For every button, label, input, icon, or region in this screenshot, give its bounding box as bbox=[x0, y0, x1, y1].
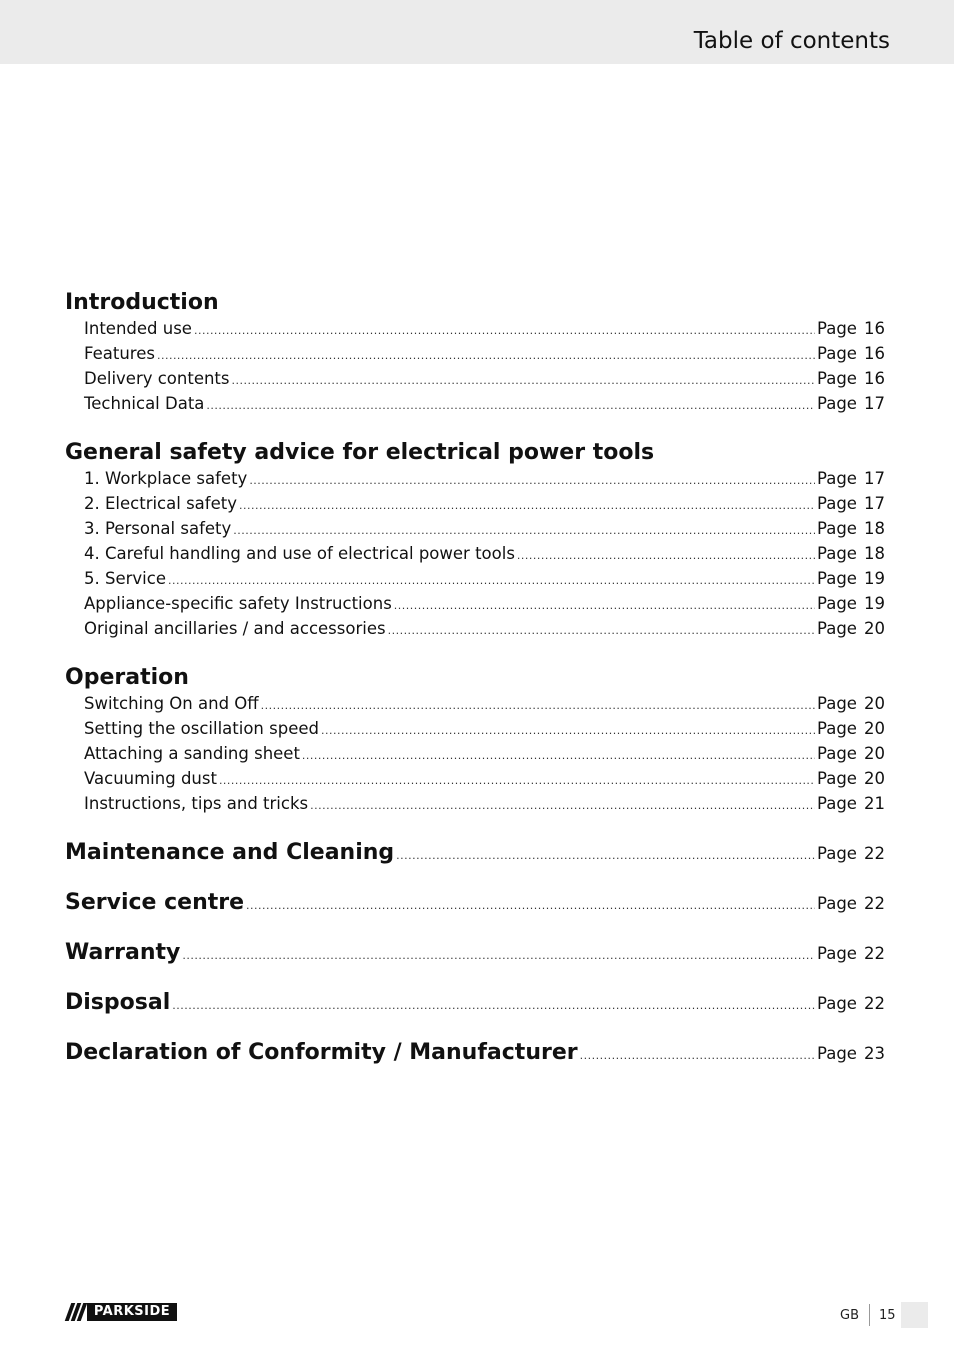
toc-entry[interactable] bbox=[65, 366, 889, 391]
entry-page: Page 17 bbox=[817, 494, 885, 513]
toc-main-entry[interactable] bbox=[65, 836, 889, 886]
dot-leader bbox=[580, 1039, 815, 1073]
toc-section bbox=[65, 661, 889, 816]
entry-page: Page 20 bbox=[817, 694, 885, 713]
entry-title: Service centre bbox=[65, 890, 245, 915]
entry-title: Original ancillaries / and accessories bbox=[84, 619, 386, 638]
toc-entry[interactable] bbox=[65, 516, 889, 541]
toc-section bbox=[65, 436, 889, 641]
entry-title: Warranty bbox=[65, 940, 181, 965]
toc-entry[interactable] bbox=[65, 341, 889, 366]
dot-leader bbox=[194, 318, 815, 343]
toc-entry[interactable] bbox=[65, 566, 889, 591]
toc-entry[interactable] bbox=[65, 491, 889, 516]
dot-leader bbox=[182, 939, 815, 973]
entry-title: Disposal bbox=[65, 990, 171, 1015]
entry-title: Attaching a sanding sheet bbox=[84, 744, 300, 763]
toc-entry[interactable] bbox=[65, 791, 889, 816]
dot-leader bbox=[302, 743, 815, 768]
toc-entry[interactable] bbox=[65, 466, 889, 491]
toc-entry[interactable] bbox=[65, 616, 889, 641]
entry-title: 3. Personal safety bbox=[84, 519, 232, 538]
page-number: 15 bbox=[879, 1307, 896, 1323]
toc-entry[interactable] bbox=[65, 691, 889, 716]
dot-leader bbox=[249, 468, 815, 493]
entry-title: Switching On and Off bbox=[84, 694, 259, 713]
entry-page: Page 20 bbox=[817, 619, 885, 638]
entry-page: Page 22 bbox=[817, 844, 885, 863]
entry-page: Page 20 bbox=[817, 719, 885, 738]
dot-leader bbox=[394, 593, 815, 618]
section-heading: Operation bbox=[65, 665, 189, 690]
dot-leader bbox=[157, 343, 815, 368]
entry-title: Intended use bbox=[84, 319, 192, 338]
entry-title: 2. Electrical safety bbox=[84, 494, 237, 513]
dot-leader bbox=[517, 543, 815, 568]
entry-title: Declaration of Conformity / Manufacturer bbox=[65, 1040, 578, 1065]
parkside-logo bbox=[65, 1303, 177, 1321]
footer-page-info bbox=[840, 1302, 896, 1328]
entry-title: Appliance-specific safety Instructions bbox=[84, 594, 392, 613]
entry-title: Delivery contents bbox=[84, 369, 230, 388]
spacer bbox=[65, 816, 889, 836]
header-band bbox=[0, 0, 954, 64]
dot-leader bbox=[168, 568, 815, 593]
dot-leader bbox=[239, 493, 815, 518]
dot-leader bbox=[310, 793, 815, 818]
entry-page: Page 20 bbox=[817, 744, 885, 763]
entry-title: Maintenance and Cleaning bbox=[65, 840, 395, 865]
toc-main-entry[interactable] bbox=[65, 986, 889, 1036]
logo-brand-text: PARKSIDE bbox=[87, 1303, 177, 1321]
entry-page: Page 22 bbox=[817, 994, 885, 1013]
dot-leader bbox=[388, 618, 815, 643]
entry-page: Page 17 bbox=[817, 469, 885, 488]
entry-page: Page 21 bbox=[817, 794, 885, 813]
entry-title: 5. Service bbox=[84, 569, 166, 588]
toc-entry[interactable] bbox=[65, 741, 889, 766]
dot-leader bbox=[396, 839, 815, 873]
toc-main-entry[interactable] bbox=[65, 886, 889, 936]
entry-title: Technical Data bbox=[84, 394, 205, 413]
entry-title: Instructions, tips and tricks bbox=[84, 794, 309, 813]
toc-main-entry[interactable] bbox=[65, 1036, 889, 1086]
toc-entry[interactable] bbox=[65, 591, 889, 616]
toc-entry[interactable] bbox=[65, 541, 889, 566]
entry-page: Page 16 bbox=[817, 369, 885, 388]
table-of-contents bbox=[65, 286, 889, 1086]
footer-tab bbox=[901, 1302, 928, 1328]
entry-title: Vacuuming dust bbox=[84, 769, 217, 788]
entry-page: Page 19 bbox=[817, 594, 885, 613]
dot-leader bbox=[246, 889, 815, 923]
entry-title: Features bbox=[84, 344, 155, 363]
dot-leader bbox=[172, 989, 815, 1023]
toc-entry[interactable] bbox=[65, 716, 889, 741]
entry-page: Page 22 bbox=[817, 944, 885, 963]
dot-leader bbox=[233, 518, 815, 543]
entry-page: Page 19 bbox=[817, 569, 885, 588]
toc-entry[interactable] bbox=[65, 391, 889, 416]
dot-leader bbox=[219, 768, 815, 793]
entry-title: 4. Careful handling and use of electrical power tools bbox=[84, 544, 515, 563]
toc-main-entry[interactable] bbox=[65, 936, 889, 986]
entry-page: Page 16 bbox=[817, 344, 885, 363]
entry-page: Page 16 bbox=[817, 319, 885, 338]
toc-entry[interactable] bbox=[65, 316, 889, 341]
page-title: Table of contents bbox=[693, 28, 890, 54]
entry-page: Page 20 bbox=[817, 769, 885, 788]
toc-entry[interactable] bbox=[65, 766, 889, 791]
dot-leader bbox=[232, 368, 815, 393]
logo-stripes-icon bbox=[65, 1303, 87, 1321]
section-heading: Introduction bbox=[65, 290, 219, 315]
dot-leader bbox=[321, 718, 815, 743]
language-code: GB bbox=[840, 1307, 859, 1323]
entry-page: Page 23 bbox=[817, 1044, 885, 1063]
spacer bbox=[65, 416, 889, 436]
spacer bbox=[65, 641, 889, 661]
entry-title: 1. Workplace safety bbox=[84, 469, 248, 488]
entry-page: Page 17 bbox=[817, 394, 885, 413]
entry-page: Page 18 bbox=[817, 544, 885, 563]
dot-leader bbox=[261, 693, 815, 718]
entry-page: Page 22 bbox=[817, 894, 885, 913]
dot-leader bbox=[206, 393, 815, 418]
entry-title: Setting the oscillation speed bbox=[84, 719, 319, 738]
section-heading: General safety advice for electrical power tools bbox=[65, 440, 655, 465]
footer-divider bbox=[869, 1304, 870, 1326]
toc-section bbox=[65, 286, 889, 416]
entry-page: Page 18 bbox=[817, 519, 885, 538]
